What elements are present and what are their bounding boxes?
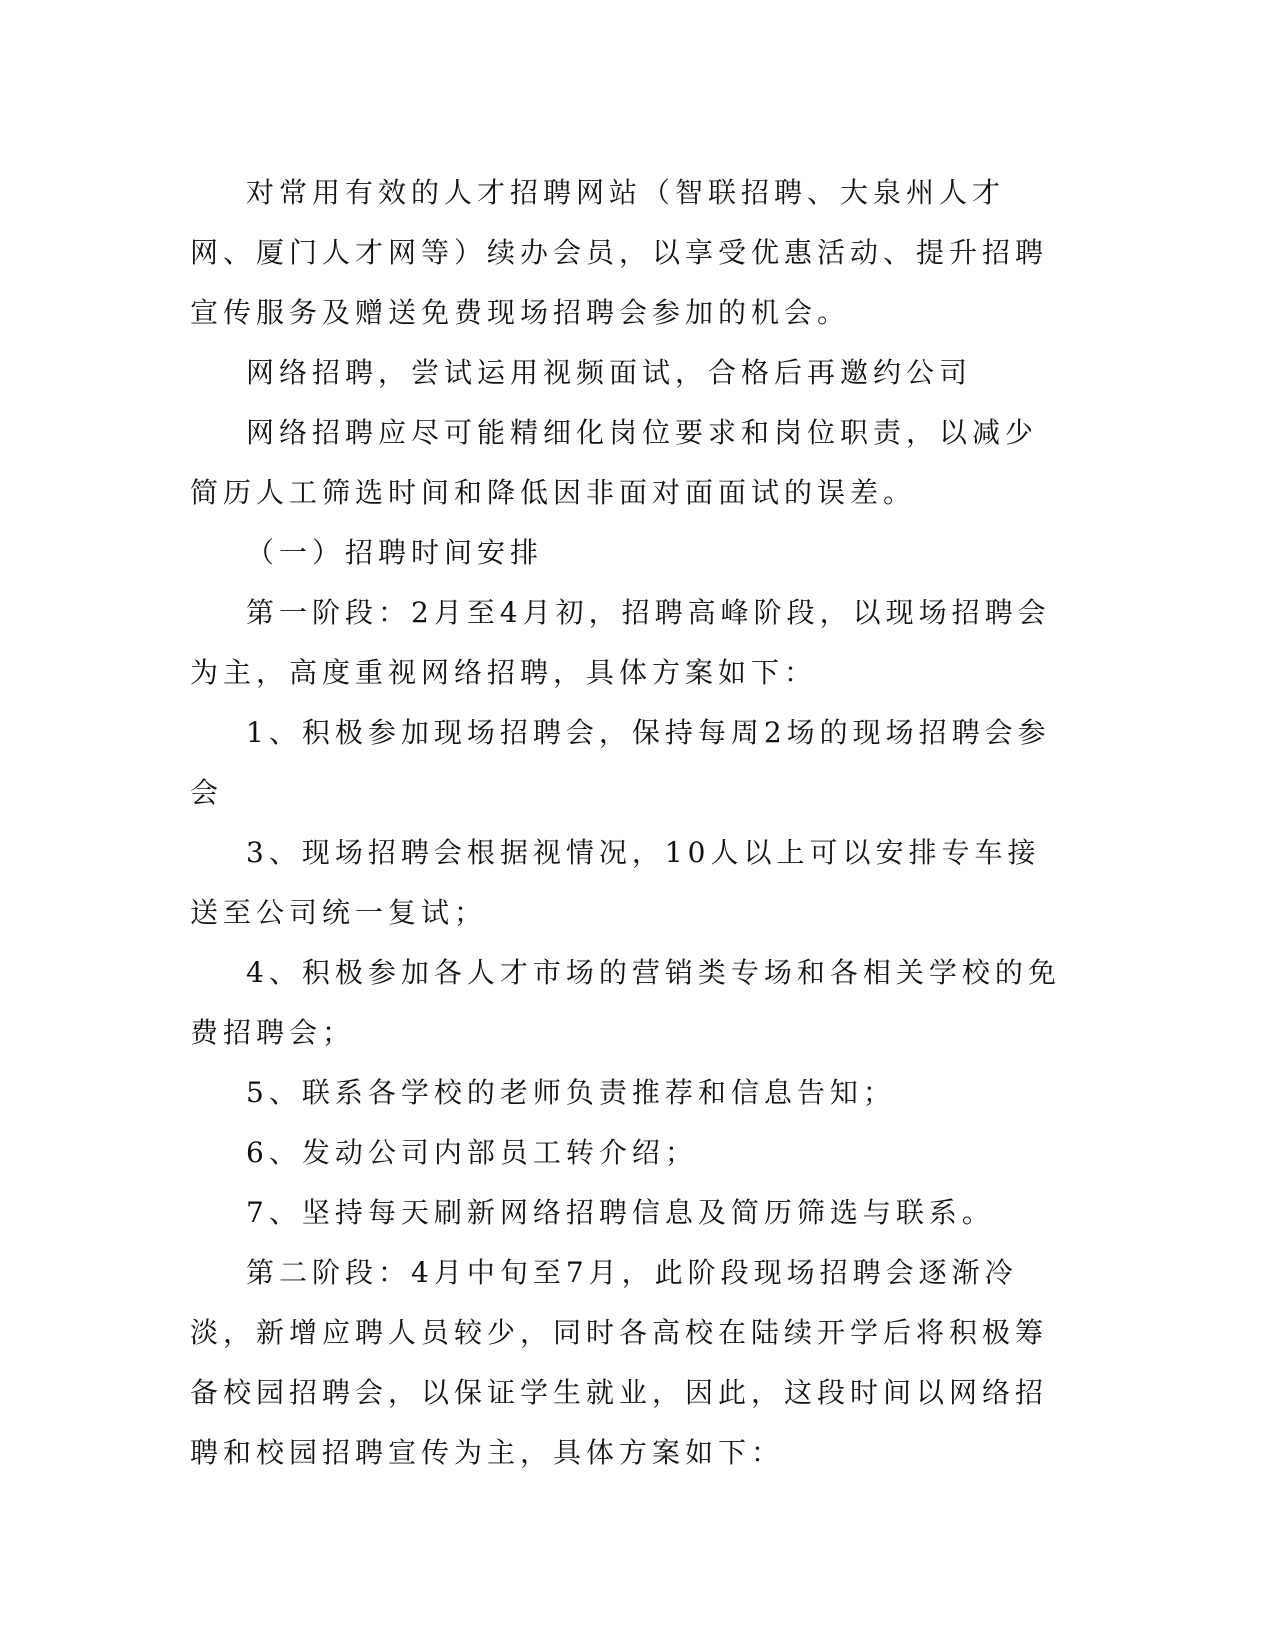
list-item-1: 1、积极参加现场招聘会，保持每周2场的现场招聘会参会 <box>190 716 1051 809</box>
list-item-6: 6、发动公司内部员工转介绍； <box>246 1136 698 1169</box>
paragraph-phase-one: 第一阶段：2月至4月初，招聘高峰阶段，以现场招聘会为主，高度重视网络招聘，具体方案如下： <box>190 596 1051 689</box>
paragraph-membership: 对常用有效的人才招聘网站（智联招聘、大泉州人才网、厦门人才网等）续办会员，以享受优惠活动、提升招聘宣传服务及赠送免费现场招聘会参加的机会。 <box>190 176 1049 329</box>
list-item-5: 5、联系各学校的老师负责推荐和信息告知； <box>246 1076 896 1109</box>
list-item-3: 3、现场招聘会根据视情况，10人以上可以安排专车接送至公司统一复试； <box>190 836 1041 929</box>
list-item-7: 7、坚持每天刷新网络招聘信息及简历筛选与联系。 <box>246 1196 995 1229</box>
paragraph-screening: 网络招聘应尽可能精细化岗位要求和岗位职责，以减少简历人工筛选时间和降低因非面对面面试的误差。 <box>190 416 1039 509</box>
paragraph-phase-two: 第二阶段：4月中旬至7月，此阶段现场招聘会逐渐冷淡，新增应聘人员较少，同时各高校在陆续开学后将积极筹备校园招聘会，以保证学生就业，因此，这段时间以网络招聘和校园招聘宣传为主，具体方案如下： <box>190 1256 1049 1469</box>
document-body <box>190 163 1070 1483</box>
section-heading-schedule: （一）招聘时间安排 <box>246 536 544 569</box>
paragraph-video-interview: 网络招聘，尝试运用视频面试，合格后再邀约公司 <box>246 356 973 389</box>
list-item-4: 4、积极参加各人才市场的营销类专场和各相关学校的免费招聘会； <box>190 956 1061 1049</box>
